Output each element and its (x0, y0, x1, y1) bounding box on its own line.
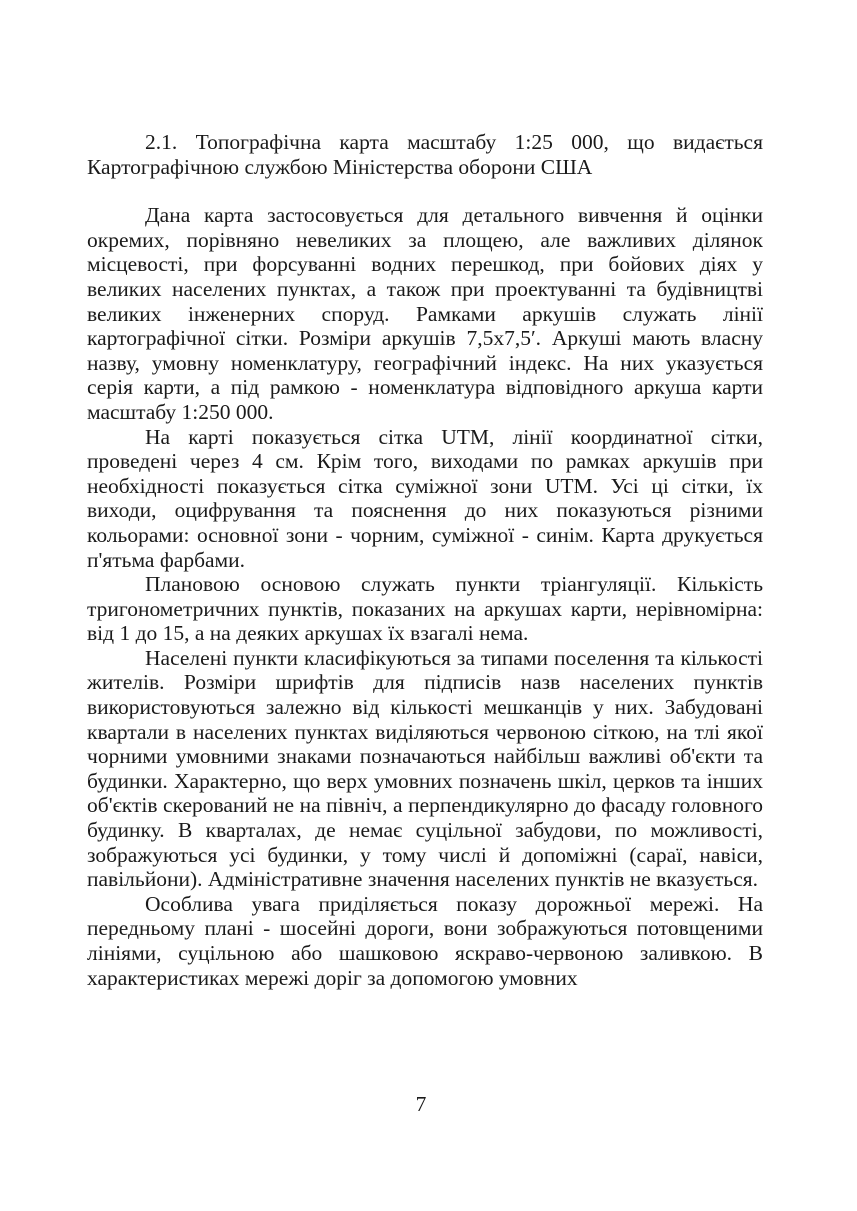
paragraph-road-network: Особлива увага приділяється показу дорожньої мережі. На передньому плані - шосейні дороги, вони зображуються потовщеними лініями, суцільною або шашковою яскраво-червоною заливкою. В характеристиках мережі доріг за допомогою умовних (87, 891, 763, 990)
page-number: 7 (415, 1092, 427, 1116)
document-page (87, 130, 763, 990)
paragraph-map-purpose: Дана карта застосовується для детального вивчення й оцінки окремих, порівняно невеликих за площею, але важливих ділянок місцевості, при форсуванні водних перешкод, при бойових діях у великих населених пунктах, а також при проектуванні та будівництві великих інженерних споруд. Рамками аркушів служать лінії картографічної сітки. Розміри аркушів 7,5х7,5′. Аркуші мають власну назву, умовну номенклатуру, географічний індекс. На них указується серія карти, а під рамкою - номенклатура відповідного аркуша карти масштабу 1:250 000. (87, 203, 763, 424)
section-heading: 2.1. Топографічна карта масштабу 1:25 000, що видається Картографічною службою Міністерства оборони США (87, 130, 763, 179)
paragraph-settlements: Населені пункти класифікуються за типами поселення та кількості жителів. Розміри шрифтів для підписів назв населених пунктів використовуються залежно від кількості мешканців у них. Забудовані квартали в населених пунктах виділяються червоною сіткою, на тлі якої чорними умовними знаками позначаються найбільш важливі об'єкти та будинки. Характерно, що верх умовних позначень шкіл, церков та інших об'єктів скерований не на північ, а перпендикулярно до фасаду головного будинку. В кварталах, де немає суцільної забудови, по можливості, зображуються усі будинки, у тому числі й допоміжні (сараї, навіси, павільйони). Адміністративне значення населених пунктів не вказується. (87, 645, 763, 892)
paragraph-triangulation: Плановою основою служать пункти тріангуляції. Кількість тригонометричних пунктів, показаних на аркушах карти, нерівномірна: від 1 до 15, а на деяких аркушах їх взагалі нема. (87, 572, 763, 646)
paragraph-utm-grid: На карті показується сітка UTM, лінії координатної сітки, проведені через 4 см. Крім того, виходами по рамках аркушів при необхідності показується сітка суміжної зони UTM. Усі ці сітки, їх виходи, оцифрування та пояснення до них показуються різними кольорами: основної зони - чорним, суміжної - синім. Карта друкується п'ятьма фарбами. (87, 424, 763, 572)
